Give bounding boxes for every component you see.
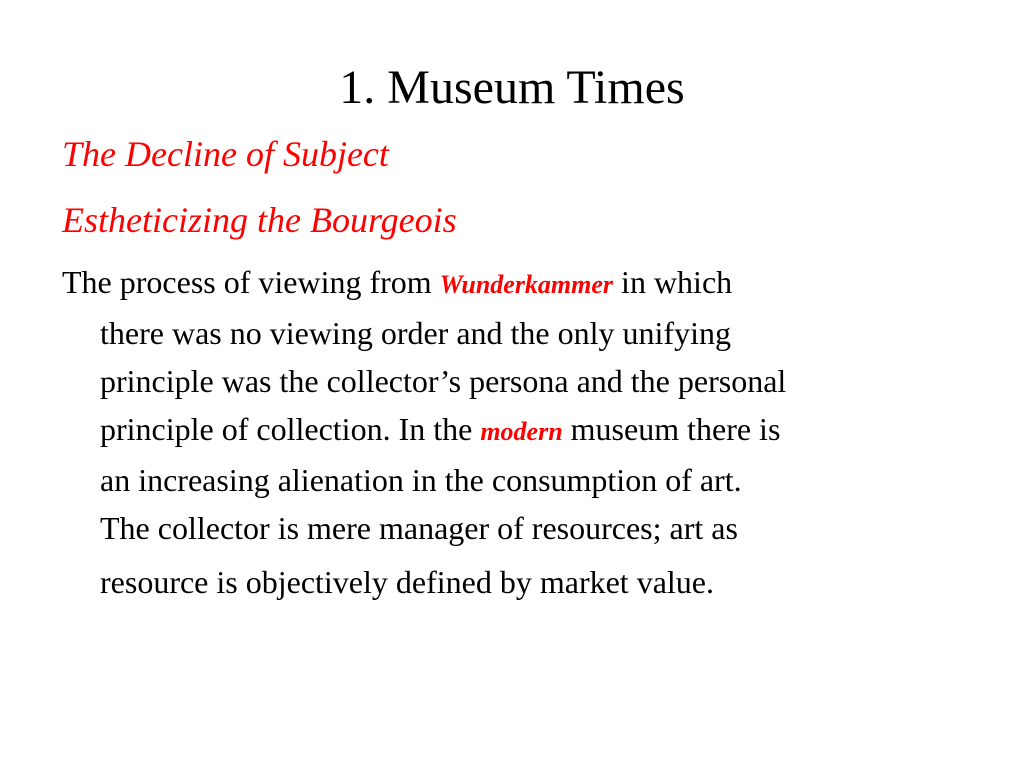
body-text-segment: museum there is bbox=[562, 411, 781, 447]
body-text-segment: in which bbox=[613, 264, 733, 300]
subheading-decline-of-subject: The Decline of Subject bbox=[62, 134, 389, 174]
body-text-segment: principle of collection. In the bbox=[100, 411, 481, 447]
body-paragraph bbox=[62, 258, 962, 606]
body-line: The collector is mere manager of resources; art as bbox=[100, 510, 738, 546]
slide-title: 1. Museum Times bbox=[339, 61, 685, 114]
body-text-segment: The process of viewing from bbox=[62, 264, 440, 300]
body-line: there was no viewing order and the only unifying bbox=[100, 315, 731, 351]
body-line: an increasing alienation in the consumption of art. bbox=[100, 462, 742, 498]
subheading-estheticizing-bourgeois: Estheticizing the Bourgeois bbox=[62, 200, 457, 240]
modern-term: modern bbox=[480, 417, 563, 446]
body-line bbox=[62, 258, 962, 309]
body-line bbox=[62, 405, 962, 456]
wunderkammer-term: Wunderkammer bbox=[439, 270, 614, 299]
body-line: principle was the collector’s persona and the personal bbox=[100, 363, 787, 399]
body-line: resource is objectively defined by market value. bbox=[100, 564, 714, 600]
